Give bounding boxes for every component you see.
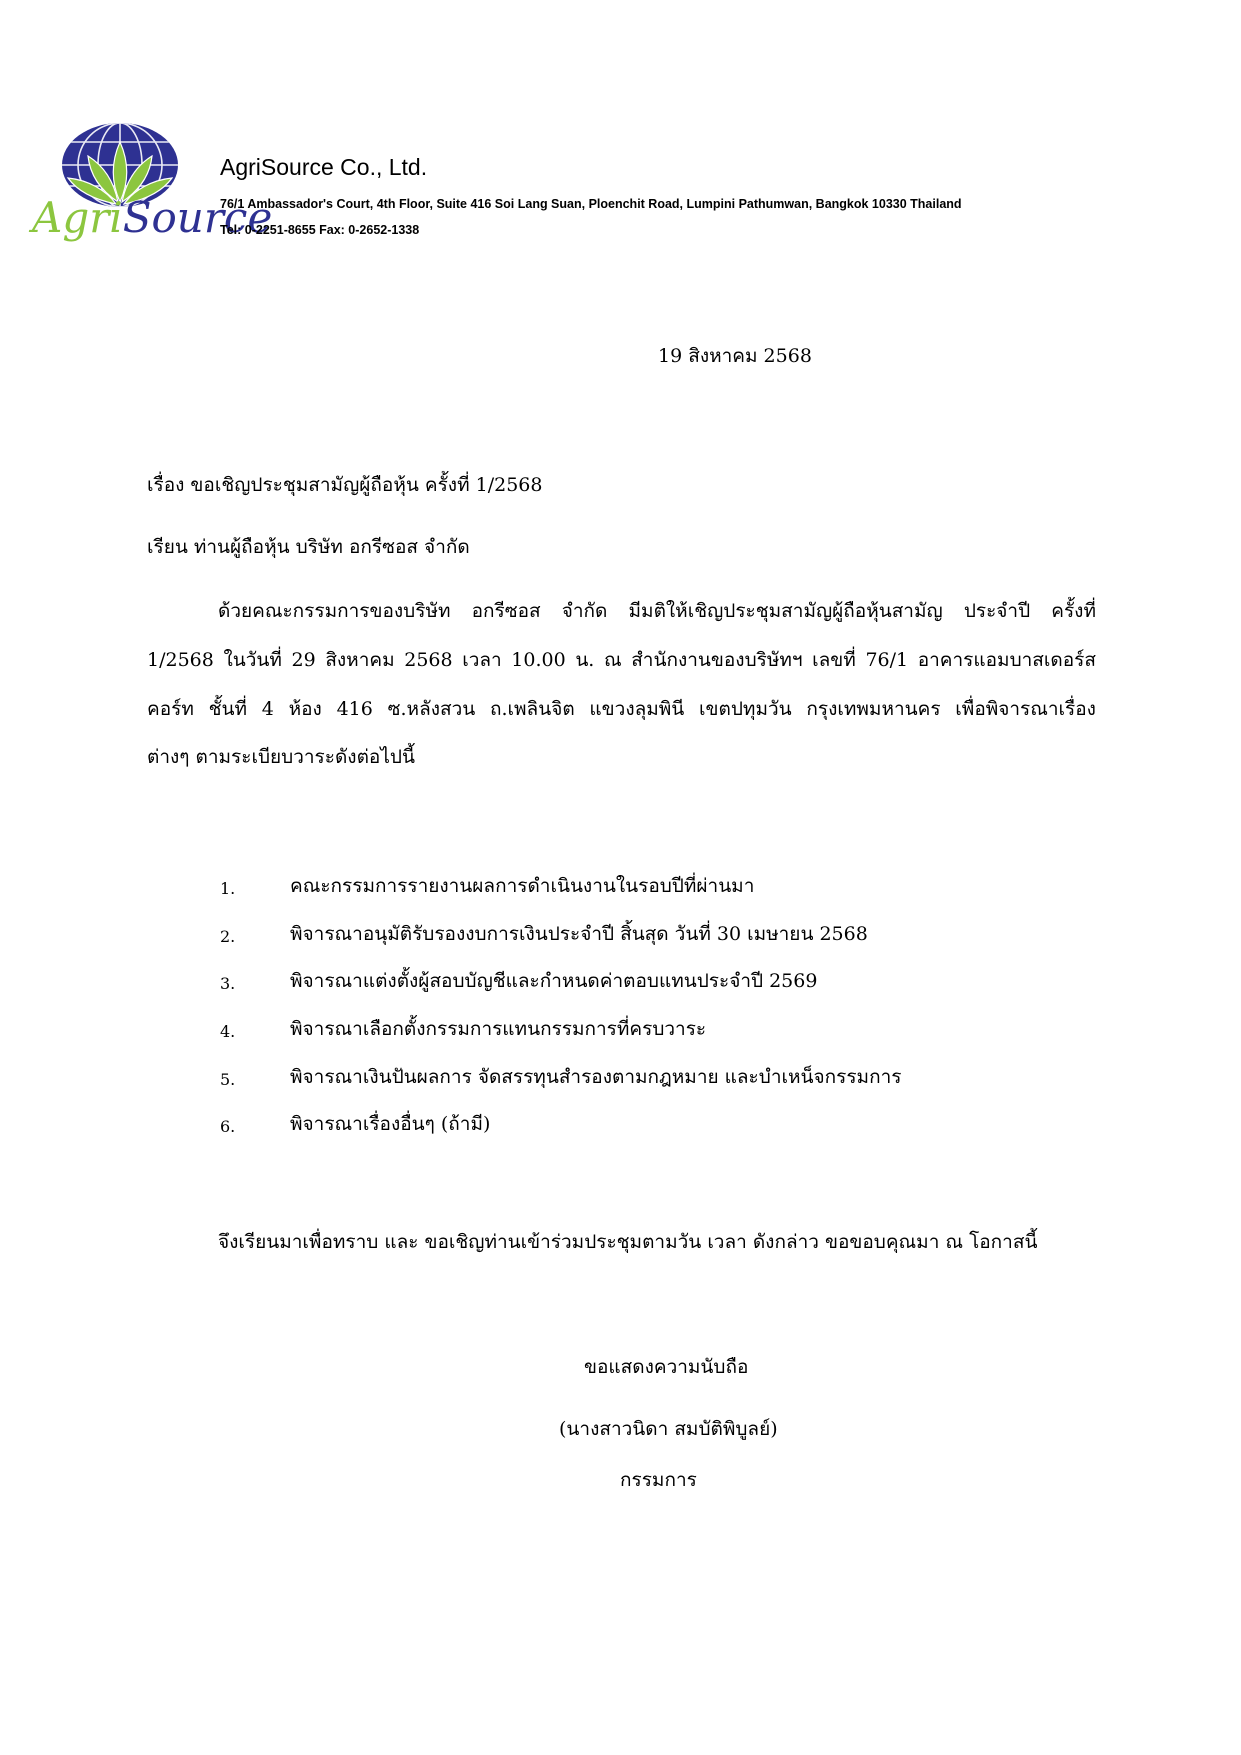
body-line-last: ต่างๆ ตามระเบียบวาระดังต่อไปนี้: [147, 746, 415, 768]
body-word: อาคารแอมบาสเดอร์ส: [917, 649, 1096, 671]
company-name: AgriSource Co., Ltd.: [220, 154, 428, 180]
agenda-number: 5.: [220, 1070, 236, 1089]
body-word: ชั้นที่: [208, 698, 248, 720]
body-line: [218, 598, 1096, 624]
body-word: กรุงเทพมหานคร: [806, 698, 941, 720]
signer-name: (นางสาวนิดา สมบัติพิบูลย์): [559, 1418, 778, 1440]
body-word: 1/2568: [147, 649, 214, 671]
body-word: 76/1: [865, 649, 909, 671]
agenda-number: 2.: [220, 927, 236, 946]
body-word: มีมติให้เชิญประชุมสามัญผู้ถือหุ้นสามัญ: [628, 600, 943, 622]
body-word: ณ: [603, 649, 622, 671]
body-word: คอร์ท: [147, 698, 194, 720]
letter-salutation: เรียน ท่านผู้ถือหุ้น บริษัท อกรีซอส จำกัด: [147, 536, 470, 558]
closing-sentence: จึงเรียนมาเพื่อทราบ และ ขอเชิญท่านเข้าร่วมประชุมตามวัน เวลา ดังกล่าว ขอขอบคุณมา ณ โอกาสนี้: [218, 1231, 1038, 1253]
body-line: [147, 647, 1096, 673]
body-word: 4: [261, 698, 274, 720]
company-contact: Tel: 0-2251-8655 Fax: 0-2652-1338: [220, 223, 420, 237]
agenda-number: 4.: [220, 1022, 236, 1041]
company-address: 76/1 Ambassador's Court, 4th Floor, Suite 416 Soi Lang Suan, Ploenchit Road, Lumpini Pathumwan, Bangkok 10330 Thailand: [220, 197, 962, 211]
body-word: เลขที่: [812, 649, 856, 671]
agenda-item: พิจารณาเลือกตั้งกรรมการแทนกรรมการที่ครบวาระ: [290, 1018, 707, 1040]
logo-wordmark: AgriSource: [32, 193, 273, 242]
body-word: เขตปทุมวัน: [699, 698, 792, 720]
body-word: เวลา: [462, 649, 502, 671]
body-word: แขวงลุมพินี: [589, 698, 685, 720]
body-word: เพื่อพิจารณาเรื่อง: [955, 698, 1096, 720]
body-word: สิงหาคม: [325, 649, 395, 671]
body-word: ซ.หลังสวน: [387, 698, 476, 720]
body-word: ประจำปี: [963, 600, 1031, 622]
body-word: สำนักงานของบริษัทฯ: [631, 649, 803, 671]
body-word: จำกัด: [561, 600, 608, 622]
letter-date: 19 สิงหาคม 2568: [658, 345, 812, 367]
agenda-item: พิจารณาแต่งตั้งผู้สอบบัญชีและกำหนดค่าตอบแทนประจำปี 2569: [290, 970, 818, 992]
agenda-item: พิจารณาเรื่องอื่นๆ (ถ้ามี): [290, 1113, 491, 1135]
body-word: 29: [291, 649, 316, 671]
agenda-number: 6.: [220, 1117, 236, 1136]
agenda-number: 1.: [220, 879, 236, 898]
agenda-number: 3.: [220, 974, 236, 993]
body-word: ห้อง: [288, 698, 322, 720]
body-line: [147, 696, 1096, 722]
body-word: ด้วยคณะกรรมการของบริษัท: [218, 600, 451, 622]
body-word: น.: [575, 649, 595, 671]
body-word: ครั้งที่: [1051, 600, 1096, 622]
body-word: 10.00: [511, 649, 566, 671]
body-word: อกรีซอส: [471, 600, 541, 622]
body-word: 416: [336, 698, 373, 720]
agenda-item: คณะกรรมการรายงานผลการดำเนินงานในรอบปีที่ผ่านมา: [290, 875, 755, 897]
agrisource-logo: [32, 120, 273, 245]
signer-title: กรรมการ: [620, 1469, 697, 1491]
body-word: ถ.เพลินจิต: [490, 698, 575, 720]
body-word: 2568: [404, 649, 453, 671]
agenda-item: พิจารณาเงินปันผลการ จัดสรรทุนสำรองตามกฎหมาย และบำเหน็จกรรมการ: [290, 1066, 902, 1088]
body-word: ในวันที่: [223, 649, 282, 671]
letter-subject: เรื่อง ขอเชิญประชุมสามัญผู้ถือหุ้น ครั้งที่ 1/2568: [147, 474, 543, 496]
agenda-item: พิจารณาอนุมัติรับรองงบการเงินประจำปี สิ้นสุด วันที่ 30 เมษายน 2568: [290, 923, 868, 945]
complimentary-close: ขอแสดงความนับถือ: [584, 1356, 749, 1378]
